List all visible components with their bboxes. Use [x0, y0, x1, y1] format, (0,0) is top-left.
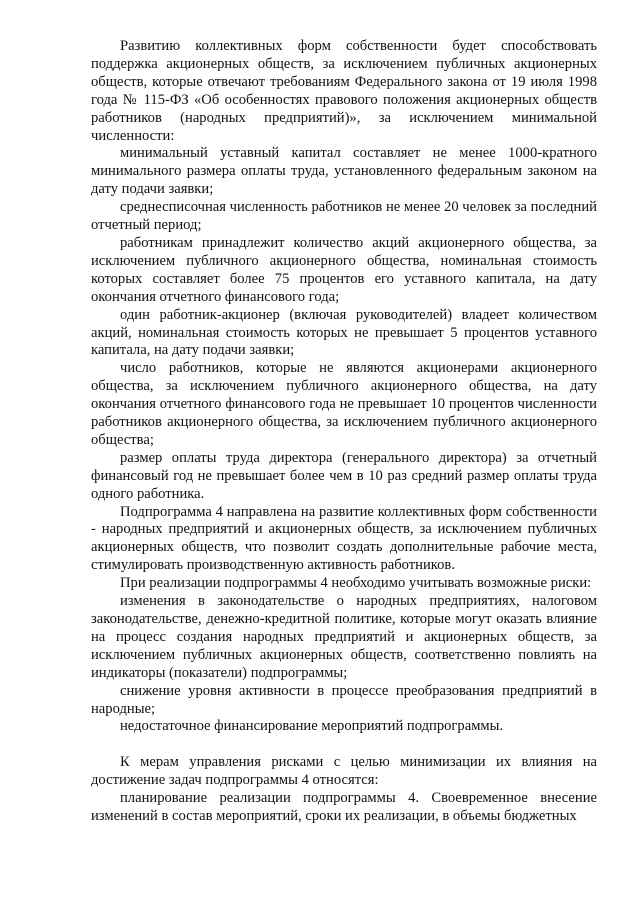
paragraph-risk-funding: недостаточное финансирование мероприятий подпрограммы.: [120, 718, 504, 735]
paragraph-director-pay: размер оплаты труда директора (генерального директора) за отчетный финансовый год не превышает более чем в 10 раз средний размер оплаты труда одного работника.: [91, 449, 597, 502]
paragraph-non-shareholders: число работников, которые не являются акционерами акционерного общества, за исключением публичного акционерного общества, на дату окончания отчетного финансового года не превышает 10 процентов численности работников акционерного общества, за исключением публичного акционерного общества;: [91, 360, 597, 448]
paragraph-risk-activity: снижение уровня активности в процессе преобразования предприятий в народные;: [91, 682, 597, 717]
paragraph-min-capital: минимальный уставный капитал составляет не менее 1000-кратного минимального размера оплаты труда, установленного федеральным законом на дату подачи заявки;: [91, 145, 597, 198]
paragraph-risk-measures: К мерам управления рисками с целью минимизации их влияния на достижение задач подпрограммы 4 относятся:: [91, 754, 597, 789]
paragraph-employee-shares: работникам принадлежит количество акций акционерного общества, за исключением публичного акционерного общества, номинальная стоимость которых составляет более 75 процентов его уставного капитала, на дату окончания отчетного финансового года;: [91, 234, 597, 305]
paragraph-subprogram-goal: Подпрограмма 4 направлена на развитие коллективных форм собственности - народных предприятий и акционерных обществ, за исключением публичных акционерных обществ, что позволит создать дополнительные рабочие места, стимулировать производственную активность работников.: [91, 503, 597, 574]
paragraph-risks-intro: При реализации подпрограммы 4 необходимо учитывать возможные риски:: [120, 575, 592, 592]
paragraph-headcount: среднесписочная численность работников не менее 20 человек за последний отчетный период;: [91, 199, 597, 234]
paragraph-planning: планирование реализации подпрограммы 4. Своевременное внесение изменений в состав мероприятий, сроки их реализации, в объемы бюджетных: [91, 790, 597, 825]
document-page: [91, 38, 597, 826]
paragraph-single-shareholder: один работник-акционер (включая руководителей) владеет количеством акций, номинальная стоимость которых не превышает 5 процентов уставного капитала, на дату подачи заявки;: [91, 306, 597, 359]
paragraph-risk-legislation: изменения в законодательстве о народных предприятиях, налоговом законодательстве, денежно-кредитной политике, которые могут оказать влияние на процесс создания народных предприятий и акционерных обществ, за исключением публичных акционерных обществ, соответственно повлиять на индикаторы (показатели) подпрограммы;: [91, 593, 597, 681]
paragraph-intro: Развитию коллективных форм собственности будет способствовать поддержка акционерных обществ, за исключением публичных акционерных обществ, которые отвечают требованиям Федерального закона от 19 июля 1998 года № 115-ФЗ «Об особенностях правового положения акционерных обществ работников (народных предприятий)», за исключением минимальной численности:: [91, 38, 597, 144]
